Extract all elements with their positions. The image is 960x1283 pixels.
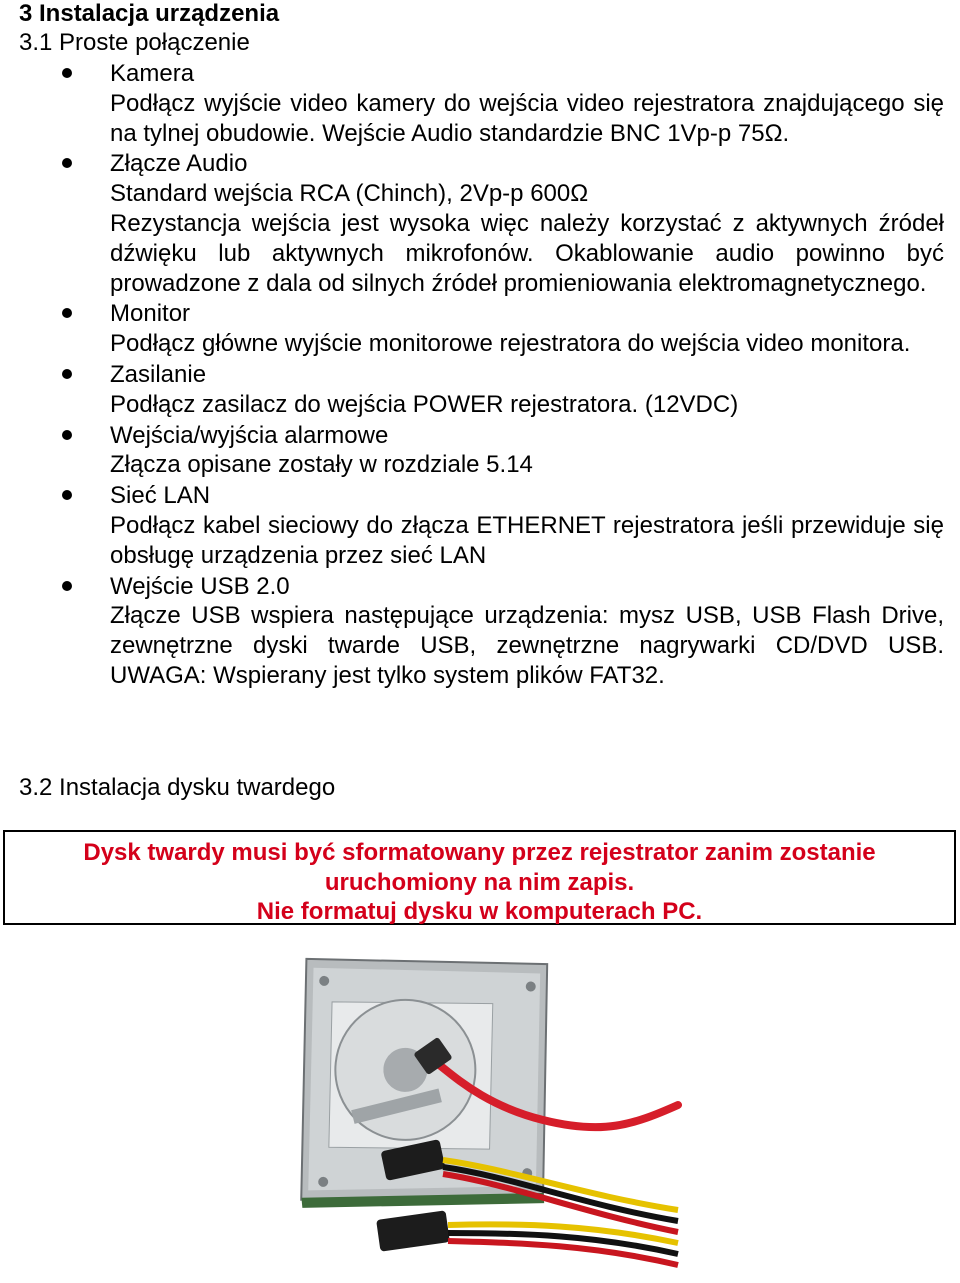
item-title: Kamera [110, 60, 195, 87]
item-title: Wejście USB 2.0 [110, 572, 290, 600]
list-item-camera [0, 59, 944, 148]
item-description: Złącze USB wspiera następujące urządzenia: mysz USB, USB Flash Drive, zewnętrzne dyski twarde USB, zewnętrzne nagrywarki CD/DVD USB. UWAGA: Wspierany jest tylko system plików FAT32. [110, 602, 944, 689]
list-item-usb [0, 572, 944, 691]
list-item-audio [0, 149, 944, 298]
warning-line: Dysk twardy musi być sformatowany przez rejestrator zanim zostanie [83, 839, 876, 866]
bullet-icon [62, 581, 72, 591]
list-item-alarm-io [0, 421, 944, 481]
item-title: Złącze Audio [110, 150, 248, 178]
section-title: 3 Instalacja urządzenia [19, 0, 280, 27]
item-title: Sieć LAN [110, 482, 211, 510]
item-description [110, 179, 944, 298]
list-item-lan [0, 481, 944, 570]
bullet-icon [62, 158, 72, 168]
bullet-icon [62, 490, 72, 500]
subsection-title-hdd-install: 3.2 Instalacja dysku twardego [19, 774, 336, 801]
hard-drive-with-sata-cables-icon [283, 955, 683, 1280]
bullet-icon [62, 308, 72, 318]
item-description: Podłącz zasilacz do wejścia POWER rejestratora. (12VDC) [110, 390, 739, 418]
item-title: Zasilanie [110, 360, 207, 388]
item-description: Podłącz kabel sieciowy do złącza ETHERNET rejestratora jeśli przewiduje się obsługę urządzenia przez sieć LAN [110, 511, 944, 569]
bullet-icon [62, 369, 72, 379]
item-description: Złącza opisane zostały w rozdziale 5.14 [110, 451, 533, 479]
subsection-title-simple-connection: 3.1 Proste połączenie [19, 29, 250, 56]
item-title: Wejścia/wyjścia alarmowe [110, 421, 389, 449]
item-title: Monitor [110, 300, 191, 328]
item-description: Podłącz wyjście video kamery do wejścia video rejestratora znajdującego się na tylnej obudowie. Wejście Audio standardzie BNC 1Vp-p 75Ω. [110, 89, 944, 147]
list-item-power [0, 360, 944, 420]
audio-standard-line: Standard wejścia RCA (Chinch), 2Vp-p 600Ω [110, 180, 589, 208]
warning-box [3, 830, 956, 925]
bullet-icon [62, 430, 72, 440]
warning-line: uruchomiony na nim zapis. [324, 868, 635, 896]
warning-line: Nie formatuj dysku w komputerach PC. [256, 898, 703, 925]
bullet-icon [62, 68, 72, 78]
list-item-monitor [0, 299, 944, 359]
item-description: Podłącz główne wyjście monitorowe rejestratora do wejścia video monitora. [110, 330, 911, 358]
connection-list [0, 59, 944, 692]
audio-resistance-text: Rezystancja wejścia jest wysoka więc należy korzystać z aktywnych źródeł dźwięku lub aktywnych mikrofonów. Okablowanie audio powinno być prowadzone z dala od silnych źródeł promieniowania elektromagnetycznego. [110, 209, 944, 297]
